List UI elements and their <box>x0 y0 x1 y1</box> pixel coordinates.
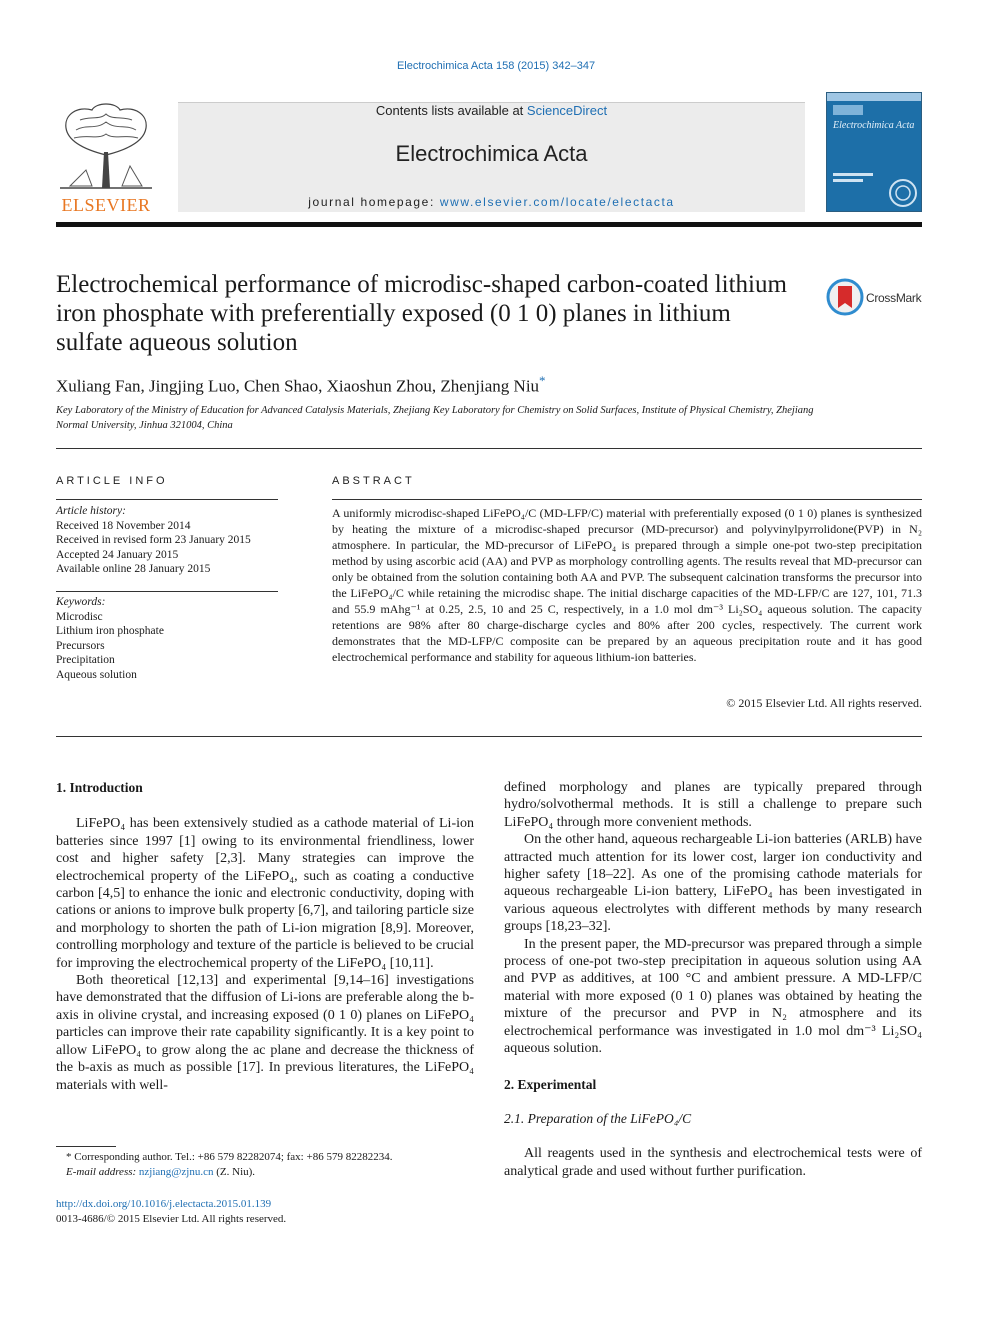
history-revised: Received in revised form 23 January 2015 <box>56 534 251 546</box>
issn-line: 0013-4686/© 2015 Elsevier Ltd. All rights reserved. <box>56 1213 287 1225</box>
sciencedirect-link[interactable]: ScienceDirect <box>526 103 608 118</box>
history-online: Available online 28 January 2015 <box>56 563 211 575</box>
journal-cover-thumbnail <box>826 92 922 212</box>
body-paragraph: In the present paper, the MD-precursor was prepared through a simple process of one-pot two-step precipitation in aqueous solution using AA and PVP as additives, at 100 °C and ambient pressure. A MD-LFP/C material with more exposed (0 1 0) planes was obtained by heating the mixture of the precursor and PVP in N₂ atmosphere and its electrochemical performance was investigated in 1.0 mol dm⁻³ Li₂SO₄ aqueous solution. <box>504 936 922 1057</box>
crossmark-badge[interactable] <box>826 278 926 318</box>
history-accepted: Accepted 24 January 2015 <box>56 548 179 561</box>
crossmark-label: CrossMark <box>866 291 922 305</box>
abstract-text: A uniformly microdisc-shaped LiFePO₄/C (MD-LFP/C) material with preferentially exposed (0 1 0) planes is synthesized by heating the mixture of a microdisc-shaped precursor (MD-precursor) and polyvinylpyrrolidone(PVP) in N₂ atmosphere. In particular, the MD-precursor of LiFePO₄ is prepared through a simple one-pot two-step precipitation method by using ascorbic acid (AA) and PVP as morphology controlling agents. The results reveal that MD-precursor can only be obtained from the solution containing both AA and PVP. The subsequent calcination transforms the precursor into the LiFePO₄/C while retaining the microdisc shape. The initial discharge capacities of the MD-LFP/C are 127, 101, 71.3 and 55.9 mAhg⁻¹ at 0.25, 2.5, 10 and 25 C, respectively, in a 1.0 mol dm⁻³ Li₂SO₄ aqueous solution. The capacity retentions are 98% after 80 charge-discharge cycles and 80% after 200 cycles, respectively. The current work demonstrates that the MD-LFP/C composite can be prepared by an aqueous precipitation route and it has good electrochemical performance and stability for aqueous lithium-ion batteries. <box>332 506 922 664</box>
email-suffix: (Z. Niu). <box>213 1166 256 1178</box>
abstract-copyright: © 2015 Elsevier Ltd. All rights reserved. <box>726 696 922 710</box>
affiliation-divider <box>56 448 922 449</box>
body-paragraph: defined morphology and planes are typically prepared through hydro/solvothermal methods. It is still a challenge to prepare such LiFePO₄ through more convenient methods. <box>504 780 922 830</box>
keywords-heading: Keywords: <box>56 596 106 608</box>
abstract-rule <box>332 499 922 500</box>
keyword-item: Precursors <box>56 639 105 652</box>
body-left-column <box>56 779 474 1094</box>
authors-text: Xuliang Fan, Jingjing Luo, Chen Shao, Xiaoshun Zhou, Zhenjiang Niu <box>56 376 540 396</box>
body-right-column <box>504 779 922 1180</box>
author-affiliation: Key Laboratory of the Ministry of Education for Advanced Catalysis Materials, Zhejiang Key Laboratory for Chemistry on Solid Surfaces, Institute of Physical Chemistry, Zhejiang Normal University, Jinhua 321004, China <box>56 405 814 431</box>
article-info-rule <box>56 499 278 500</box>
footnote-divider <box>56 1146 116 1147</box>
abstract-label: ABSTRACT <box>332 475 415 487</box>
homepage-link[interactable]: www.elsevier.com/locate/electacta <box>439 195 675 209</box>
keyword-item: Microdisc <box>56 610 103 623</box>
article-history <box>56 504 278 577</box>
body-paragraph: LiFePO₄ has been extensively studied as a cathode material of Li-ion batteries since 1997 [1] owing to its environmental friendliness, lower cost and higher safety [2,3]. Many strategies can improve the electrochemical property of the LiFePO₄, such as coating a conductive carbon [4,5] to enhance the ionic and electronic conductivity, doping with cations or anions to improve bulk property [6,7], and tailoring particle size and morphology to shorten the path of Li-ion migration [8,9]. Moreover, controlling morphology and texture of the particle is believed to be crucial for improving the electrochemical property of the LiFePO₄ [10,11]. <box>56 816 474 971</box>
journal-homepage <box>178 195 805 209</box>
cover-art-icon <box>827 93 922 212</box>
homepage-prefix: journal homepage: <box>308 195 440 209</box>
preparation-subheading: 2.1. Preparation of the LiFePO₄/C <box>504 1110 692 1126</box>
journal-masthead <box>178 102 805 212</box>
email-label: E-mail address: <box>66 1166 139 1178</box>
introduction-heading: 1. Introduction <box>56 780 143 795</box>
corresponding-author-note: * Corresponding author. Tel.: +86 579 82282074; fax: +86 579 82282234. <box>66 1151 393 1163</box>
journal-title: Electrochimica Acta <box>395 141 588 166</box>
experimental-heading: 2. Experimental <box>504 1076 597 1092</box>
history-heading: Article history: <box>56 505 126 517</box>
abstract-bottom-rule <box>56 736 922 737</box>
email-link[interactable]: nzjiang@zjnu.cn <box>138 1166 214 1178</box>
body-paragraph: Both theoretical [12,13] and experimental [9,14–16] investigations have demonstrated that the diffusion of Li-ions are preferable along the b-axis in olivine crystal, and increasing exposed (0 1 0) planes on LiFePO₄ particles can improve their rate capability significantly. It is a key point to allow LiFePO₄ to grow along the ac plane and decrease the thickness of the b-axis as much as possible [17]. In previous literatures, the LiFePO₄ materials with well- <box>56 973 474 1093</box>
doi-block <box>56 1197 476 1227</box>
keyword-list <box>56 595 278 682</box>
cover-title: Electrochimica Acta <box>833 120 915 131</box>
crossmark-icon <box>826 278 864 316</box>
corresponding-author-mark[interactable]: * <box>539 373 546 388</box>
body-paragraph: On the other hand, aqueous rechargeable Li-ion batteries (ARLB) have attracted much attention for its lower cost, larger ion conductivity and higher safety [18–22]. As one of the promising cathode materials for aqueous rechargeable Li-ion battery, LiFePO₄ has been investigated in various aqueous electrolytes with different methods by many research groups [18,23–32]. <box>504 832 922 935</box>
author-list <box>56 373 922 397</box>
keyword-item: Precipitation <box>56 654 115 666</box>
email-note <box>56 1165 476 1180</box>
article-title: Electrochemical performance of microdisc-shaped carbon-coated lithium iron phosphate with preferentially exposed (0 1 0) planes in lithium sulfate aqueous solution <box>56 271 787 356</box>
article-info-label: ARTICLE INFO <box>56 475 168 487</box>
keyword-item: Lithium iron phosphate <box>56 625 164 637</box>
doi-link[interactable]: http://dx.doi.org/10.1016/j.electacta.2015.01.139 <box>56 1198 272 1210</box>
keyword-item: Aqueous solution <box>56 668 137 681</box>
footnotes <box>56 1150 476 1180</box>
body-paragraph: All reagents used in the synthesis and electrochemical tests were of analytical grade and used without further purification. <box>504 1146 922 1179</box>
journal-citation-link[interactable]: Electrochimica Acta 158 (2015) 342–347 <box>396 60 596 72</box>
keywords-rule <box>56 591 278 592</box>
history-received: Received 18 November 2014 <box>56 519 191 532</box>
contents-line <box>178 103 805 118</box>
elsevier-wordmark: ELSEVIER <box>61 195 151 215</box>
tree-icon <box>56 100 156 192</box>
contents-prefix: Contents lists available at <box>375 103 527 118</box>
header-divider <box>56 222 922 227</box>
